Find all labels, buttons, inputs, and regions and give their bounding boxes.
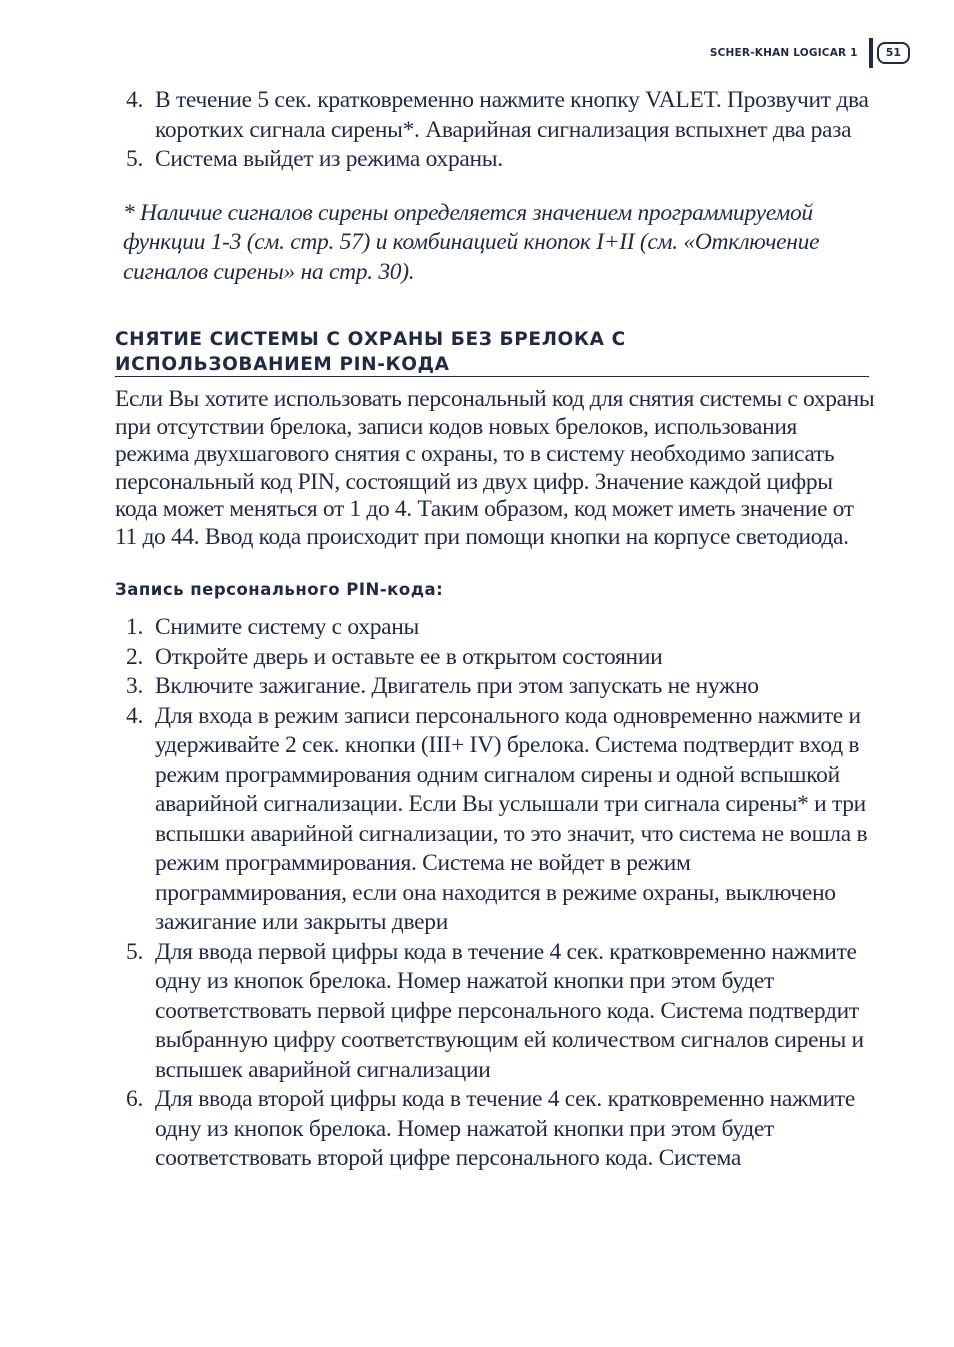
section-title-line: ИСПОЛЬЗОВАНИЕМ PIN-КОДА: [115, 354, 450, 375]
step-number: 3.: [126, 673, 144, 699]
step-item: [115, 672, 875, 702]
section-paragraph: Если Вы хотите использовать персональный код для снятия системы с охраны при отсутствии брелока, записи кодов новых брелоков, использования режима двухшагового снятия с охраны, то в систему необходимо записать персональный код PIN, состоящий из двух цифр. Значение каждой цифры кода может меняться от 1 до 4. Таким образом, код может иметь значение от 11 до 44. Ввод кода происходит при помощи кнопки на корпусе светодиода.: [115, 386, 875, 550]
step-number: 5.: [126, 938, 144, 965]
step-text: Для ввода второй цифры кода в течение 4 сек. кратковременно нажмите одну из кнопок брелока. Номер нажатой кнопки при этом будет соответствовать второй цифре персонального кода. Система: [155, 1086, 855, 1171]
step-number: 2.: [126, 643, 144, 670]
step-text: Снимите систему с охраны: [155, 614, 420, 640]
step-text: Включите зажигание. Двигатель при этом запускать не нужно: [155, 673, 759, 699]
list-item-text: Система выйдет из режима охраны.: [155, 146, 503, 172]
step-text: Для входа в режим записи персонального кода одновременно нажмите и удерживайте 2 сек. кнопки (III+ IV) брелока. Система подтвердит вход в режим программирования одним сигналом сирены и одной вспышкой аварийной сигнализации. Если Вы услышали три сигнала сирены* и три вспышки аварийной сигнализации, то это значит, что система не вошла в режим программирования. Система не войдет в режим программирования, если она находится в режиме охраны, выключено зажигание или закрыты двери: [155, 702, 868, 935]
step-number: 4.: [126, 702, 144, 729]
section-title: [115, 327, 875, 377]
step-item: [115, 643, 875, 673]
step-number: 1.: [126, 614, 144, 640]
top-list: [115, 86, 875, 175]
step-text: Для ввода первой цифры кода в течение 4 сек. кратковременно нажмите одну из кнопок брелока. Номер нажатой кнопки при этом будет соответствовать первой цифре персонального кода. Система подтвердит выбранную цифру соответствующим ей количеством сигналов сирены и вспышек аварийной сигнализации: [155, 938, 864, 1083]
step-text: Откройте дверь и оставьте ее в открытом состоянии: [155, 643, 663, 670]
subsection-heading: Запись персонального PIN-кода:: [115, 580, 444, 599]
page-number: 51: [877, 42, 910, 64]
step-item: [115, 938, 875, 1086]
step-item: [115, 613, 875, 643]
step-item: [115, 1085, 875, 1174]
header-title: SCHER-KHAN LOGICAR 1: [709, 47, 858, 59]
footnote: * Наличие сигналов сирены определяется значением программируемой функции 1-3 (см. стр. 57) и комбинацией кнопок I+II (см. «Отключение сигналов сирены» на стр. 30).: [123, 199, 820, 285]
step-item: [115, 702, 875, 938]
header-divider: [869, 38, 873, 68]
section-title-line: СНЯТИЕ СИСТЕМЫ С ОХРАНЫ БЕЗ БРЕЛОКА С: [115, 329, 626, 350]
list-item-number: 4.: [126, 87, 144, 113]
list-item: [115, 86, 875, 145]
list-item-number: 5.: [126, 146, 144, 172]
page-header: [710, 40, 910, 66]
page-content: [115, 86, 875, 1174]
list-item-text: В течение 5 сек. кратковременно нажмите кнопку VALET. Прозвучит два коротких сигнала сирены*. Аварийная сигнализация вспыхнет два раза: [155, 87, 869, 143]
list-item: [115, 145, 875, 175]
step-number: 6.: [126, 1086, 144, 1112]
steps-list: [115, 613, 875, 1174]
